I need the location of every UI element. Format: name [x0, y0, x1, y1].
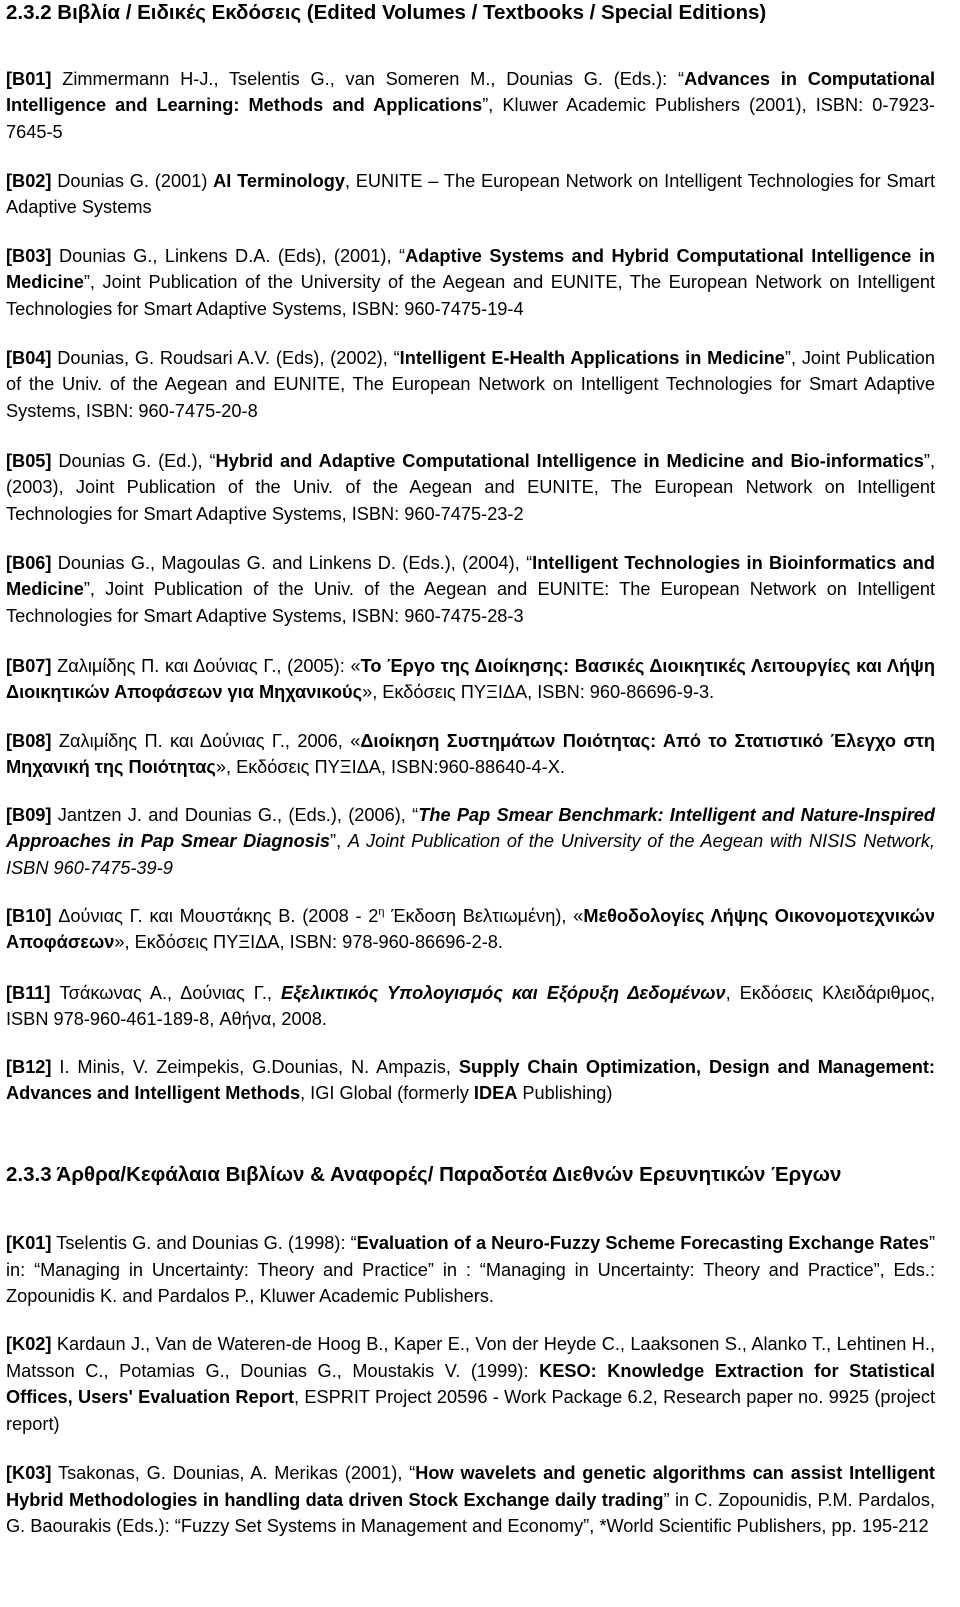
entry-title: Advances in Computational Intelligence and Learning: Methods and Applications — [6, 69, 935, 116]
entry-authors: Dounias G. (Ed.), “ — [51, 451, 216, 471]
section-heading-books: 2.3.2 Βιβλία / Ειδικές Εκδόσεις (Edited Volumes / Textbooks / Special Editions) — [6, 1, 767, 24]
entry-details: , ESPRIT Project 20596 - Work Package 6.2, Research paper no. 9925 (project report) — [6, 1387, 936, 1434]
entry-details: , EUNITE – The European Network on Intelligent Technologies for Smart Adaptive Systems — [6, 171, 935, 218]
entry-authors: Tselentis G. and Dounias G. (1998): “ — [51, 1233, 357, 1253]
book-entry-b07 — [6, 653, 935, 706]
entry-details: ”, (2003), Joint Publication of the Univ. of the Aegean and EUNITE, The European Network on Intelligent Technologies for Smart Adaptive Systems, ISBN: 960-7475-23-2 — [6, 451, 936, 524]
entry-title: Supply Chain Optimization, Design and Management: Advances and Intelligent Methods — [6, 1057, 935, 1104]
section-heading-articles: 2.3.3 Άρθρα/Κεφάλαια Βιβλίων & Αναφορές/ Παραδοτέα Διεθνών Ερευνητικών Έργων — [6, 1163, 842, 1186]
entry-details: », Εκδόσεις ΠΥΞΙΔΑ, ISBN: 960-86696-9-3. — [362, 682, 715, 703]
entry-authors: Tsakonas, G. Dounias, A. Merikas (2001), “ — [51, 1463, 416, 1483]
entry-code: [K02] — [6, 1334, 52, 1354]
entry-title: Intelligent Technologies in Bioinformatics and Medicine — [6, 553, 935, 600]
entry-code: [B05] — [6, 451, 52, 471]
entry-details: », Εκδόσεις ΠΥΞΙΔΑ, ISBN:960-88640-4-X. — [215, 757, 565, 778]
book-entry-b09 — [6, 802, 935, 881]
entry-details: ” in: “Managing in Uncertainty: Theory and Practice” in : “Managing in Uncertainty: Theory and Practice”, Eds.: Zopounidis K. and Pardalos P., Kluwer Academic Publishers. — [6, 1233, 935, 1307]
entry-title: Evaluation of a Neuro-Fuzzy Scheme Forecasting Exchange Rates — [356, 1233, 929, 1253]
entry-code: [B02] — [6, 171, 52, 191]
entry-authors: Dounias, G. Roudsari A.V. (Eds), (2002), “ — [51, 348, 400, 368]
entry-code: [B11] — [6, 983, 51, 1003]
entry-title: The Pap Smear Benchmark: Intelligent and Nature-Inspired Approaches in Pap Smear Diagnosis — [6, 805, 935, 852]
entry-publisher-name: IDEA — [473, 1083, 518, 1104]
book-entry-b03 — [6, 243, 935, 322]
book-entry-b11 — [6, 980, 935, 1033]
entry-authors: Jantzen J. and Dounias G., (Eds.), (2006), “ — [51, 805, 419, 825]
entry-authors: Δούνιας Γ. και Μουστάκης Β. (2008 - 2 — [51, 906, 379, 926]
book-entry-b01 — [6, 66, 935, 145]
entry-title: Μεθοδολογίες Λήψης Οικονομοτεχνικών Αποφάσεων — [6, 906, 935, 953]
entry-authors: Kardaun J., Van de Wateren-de Hoog B., Kaper E., Von der Heyde C., Laaksonen S., Alanko T., Lehtinen H., Matsson C., Potamias G., Dounias G., Moustakis V. (1999): — [6, 1334, 935, 1381]
entry-authors: Zimmermann H-J., Tselentis G., van Someren M., Dounias G. (Eds.): “ — [51, 69, 685, 89]
book-entry-b04 — [6, 345, 935, 424]
entry-code: [B06] — [6, 553, 52, 573]
entry-title: Intelligent E-Health Applications in Medicine — [399, 348, 785, 368]
entry-code: [B03] — [6, 246, 52, 266]
entry-code: [B09] — [6, 805, 52, 825]
entry-authors: Dounias G., Magoulas G. and Linkens D. (Eds.), (2004), “ — [51, 553, 533, 573]
entry-details: , Εκδόσεις Κλειδάριθμος, ISBN 978-960-461-189-8, Αθήνα, 2008. — [6, 983, 936, 1030]
entry-title: Το Έργο της Διοίκησης: Βασικές Διοικητικές Λειτουργίες και Λήψη Διοικητικών Αποφάσεων για Μηχανικούς — [6, 656, 935, 703]
entry-details: ”, — [330, 831, 348, 852]
entry-details-end: Publishing) — [517, 1083, 613, 1104]
article-entry-k02 — [6, 1331, 935, 1437]
entry-authors: Ζαλιμίδης Π. και Δούνιας Γ., 2006, « — [51, 731, 361, 751]
entry-code: [B07] — [6, 656, 52, 676]
article-entry-k01 — [6, 1230, 935, 1310]
book-entry-b02 — [6, 168, 935, 221]
entry-details: ”, Joint Publication of the University of the Aegean and EUNITE, The European Network on Intelligent Technologies for Smart Adaptive Systems, ISBN: 960-7475-19-4 — [6, 272, 935, 319]
entry-code: [K03] — [6, 1463, 52, 1483]
entry-authors: I. Minis, V. Zeimpekis, G.Dounias, N. Ampazis, — [51, 1057, 459, 1077]
book-entry-b10 — [6, 903, 935, 956]
entry-authors: Ζαλιμίδης Π. και Δούνιας Γ., (2005): « — [51, 656, 361, 676]
entry-title: Adaptive Systems and Hybrid Computational Intelligence in Medicine — [6, 246, 936, 293]
article-entry-k03 — [6, 1460, 935, 1540]
entry-title: Hybrid and Adaptive Computational Intelligence in Medicine and Bio-informatics — [215, 451, 924, 471]
entry-title: Εξελικτικός Υπολογισμός και Εξόρυξη Δεδομένων — [280, 983, 726, 1003]
entry-details: », Εκδόσεις ΠΥΞΙΔΑ, ISBN: 978-960-86696-2-8. — [114, 932, 503, 953]
entry-details: ” in C. Zopounidis, P.M. Pardalos, G. Baourakis (Eds.): “Fuzzy Set Systems in Management and Economy”, *World Scientific Publishers, pp. 195-212 — [6, 1489, 936, 1537]
entry-authors: Dounias G., Linkens D.A. (Eds), (2001), “ — [51, 246, 406, 266]
entry-edition: Έκδοση Βελτιωμένη), « — [384, 906, 584, 926]
entry-code: [B10] — [6, 906, 52, 926]
entry-title: AI Terminology — [213, 171, 345, 191]
entry-code: [B08] — [6, 731, 52, 751]
entry-title: Διοίκηση Συστημάτων Ποιότητας: Από το Στατιστικό Έλεγχο στη Μηχανική της Ποιότητας — [6, 731, 935, 778]
entry-code: [B12] — [6, 1057, 52, 1077]
entry-title: How wavelets and genetic algorithms can assist Intelligent Hybrid Methodologies in handling data driven Stock Exchange daily trading — [6, 1463, 935, 1510]
entry-code: [K01] — [6, 1233, 52, 1253]
entry-details: ”, Joint Publication of the Univ. of the Aegean and EUNITE, The European Network on Intelligent Technologies for Smart Adaptive Systems, ISBN: 960-7475-20-8 — [6, 348, 936, 421]
entry-title: KESO: Knowledge Extraction for Statistical Offices, Users' Evaluation Report — [6, 1360, 936, 1408]
book-entry-b06 — [6, 550, 935, 629]
entry-code: [B04] — [6, 348, 52, 368]
book-entry-b08 — [6, 728, 935, 781]
entry-authors: Τσάκωνας Α., Δούνιας Γ., — [50, 983, 281, 1003]
entry-details: ”, Joint Publication of the Univ. of the Aegean and EUNITE: The European Network on Intelligent Technologies for Smart Adaptive Systems, ISBN: 960-7475-28-3 — [6, 579, 935, 626]
book-entry-b05 — [6, 448, 935, 527]
book-entry-b12 — [6, 1054, 935, 1107]
entry-details: ”, Kluwer Academic Publishers (2001), ISBN: 0-7923-7645-5 — [6, 95, 935, 142]
entry-edition-superscript: η — [378, 905, 385, 918]
entry-code: [B01] — [6, 69, 52, 89]
entry-authors: Dounias G. (2001) — [51, 171, 214, 191]
entry-details: , IGI Global (formerly — [300, 1083, 474, 1104]
entry-publication: A Joint Publication of the University of the Aegean with NISIS Network, ISBN 960-7475-39-9 — [6, 831, 935, 878]
